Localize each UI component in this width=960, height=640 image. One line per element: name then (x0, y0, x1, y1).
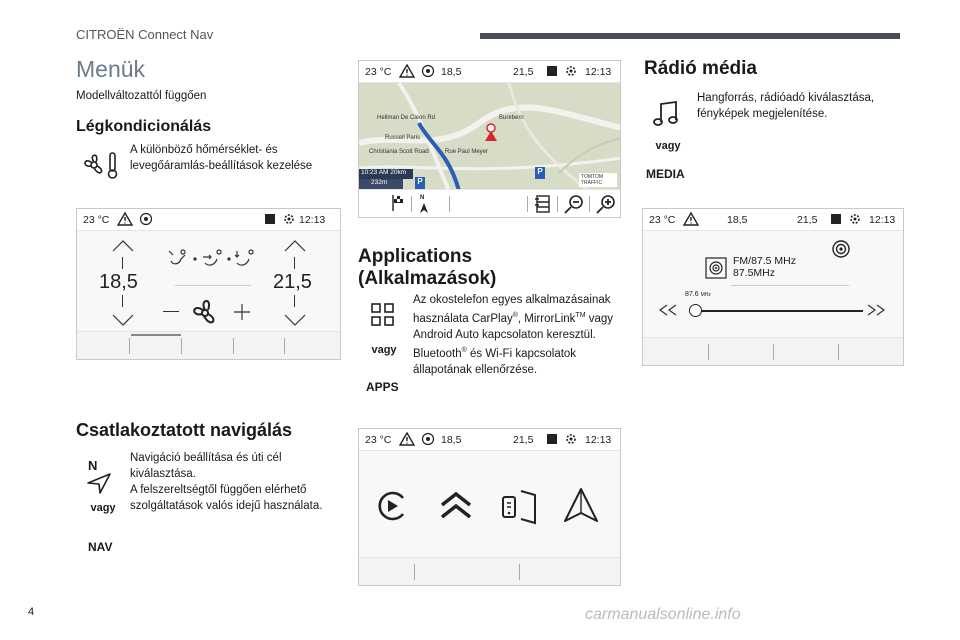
frequency-slider-track[interactable] (693, 310, 863, 312)
radio-signal-icon[interactable] (831, 239, 851, 259)
apps-heading-line2: (Alkalmazások) (358, 267, 497, 289)
outside-temp: 23 °C (365, 66, 392, 78)
street-label: Burebern (499, 115, 524, 121)
outside-temp: 23 °C (83, 214, 110, 226)
bottom-bar (359, 557, 620, 585)
nav-button: NAV (88, 540, 113, 554)
header-bar (480, 33, 900, 39)
apps-heading-line1: Applications (358, 246, 473, 267)
header-title: CITROËN Connect Nav (76, 27, 214, 42)
outside-temp: 23 °C (365, 434, 392, 446)
nav-desc2: A felszereltségtől függően elérhető szolgáltatások valós idejű használata. (130, 484, 323, 512)
status-bar (359, 61, 620, 83)
navigation-arrow-icon (86, 472, 112, 494)
page-title: Menük (76, 56, 146, 82)
location-icon[interactable] (139, 212, 153, 226)
street-label: Christiania Scott Road (369, 149, 429, 155)
zoom-out-icon[interactable] (563, 194, 585, 214)
left-temp: 18,5 (441, 434, 462, 446)
left-temp: 18,5 (441, 66, 462, 78)
clock: 12:13 (869, 214, 896, 226)
right-temp-down[interactable] (283, 313, 307, 327)
clock: 12:13 (585, 66, 612, 78)
nav-toolbar (359, 189, 620, 217)
apps-heading (358, 246, 496, 290)
trademark-mark: TM (575, 312, 586, 319)
warning-icon[interactable] (117, 212, 133, 226)
right-temp: 21,5 (273, 271, 312, 293)
watermark: carmanualsonline.info (585, 606, 741, 623)
fan-plus[interactable] (233, 303, 251, 321)
right-temp: 21,5 (797, 214, 818, 226)
parking-marker[interactable]: P (535, 167, 545, 179)
seek-forward-icon[interactable] (865, 303, 887, 317)
nav-or-label: vagy (90, 502, 116, 514)
nav-icon-letter: N (88, 458, 98, 473)
bottom-bar (643, 337, 903, 365)
climate-icon (80, 150, 120, 180)
phone-icon[interactable] (545, 64, 559, 78)
left-temp: 18,5 (727, 214, 748, 226)
status-bar (643, 209, 903, 231)
frequency-slider-handle[interactable] (689, 304, 702, 317)
station-icon (705, 257, 727, 279)
right-temp: 21,5 (513, 66, 534, 78)
nav-heading: Csatlakoztatott navigálás (76, 420, 293, 440)
street-label: Russell Paris (385, 135, 421, 141)
parking-marker[interactable]: P (415, 177, 425, 189)
settings-icon[interactable] (564, 432, 578, 446)
climate-screen (76, 208, 341, 360)
registered-mark: ® (461, 346, 467, 354)
apps-button: APPS (366, 380, 399, 394)
apps-desc-part: , MirrorLink (517, 312, 576, 325)
radio-desc: Hangforrás, rádióadó kiválasztása, fényképek megjelenítése. (697, 92, 875, 120)
status-bar (77, 209, 340, 231)
street-label: Hellman De Cleon Rd (377, 115, 436, 121)
distance-readout: 232m (359, 179, 403, 189)
carplay-icon[interactable] (375, 489, 409, 523)
warning-icon[interactable] (683, 212, 699, 226)
location-icon[interactable] (421, 64, 435, 78)
page-number: 4 (28, 606, 35, 618)
music-note-icon (652, 100, 680, 128)
zoom-in-icon[interactable] (595, 194, 617, 214)
compass-icon[interactable] (419, 202, 429, 214)
warning-icon[interactable] (399, 432, 415, 446)
apps-desc (413, 292, 623, 378)
right-temp-up[interactable] (283, 239, 307, 253)
location-icon[interactable] (421, 432, 435, 446)
apps-or-label: vagy (371, 344, 397, 356)
registered-mark: ® (512, 312, 518, 319)
settings-icon[interactable] (282, 212, 296, 226)
android-auto-icon[interactable] (563, 487, 599, 523)
phone-icon[interactable] (829, 212, 843, 226)
airflow-mode-icons[interactable] (165, 247, 255, 271)
destination-flag-icon[interactable] (391, 194, 405, 212)
apps-grid-icon (370, 302, 396, 328)
page-subtitle: Modellváltozattól függően (76, 90, 207, 102)
nav-desc1: Navigáció beállítása és úti cél kiválasztása. (130, 452, 282, 480)
phone-icon[interactable] (263, 212, 277, 226)
radio-screen (642, 208, 904, 366)
phone-icon[interactable] (545, 432, 559, 446)
apps-desc-part: és Wi-Fi kapcsolatok állapotának ellenőrzése. (413, 347, 577, 376)
apps-desc-part: vagy Android Auto kapcsolaton keresztül. Bluetooth (413, 312, 614, 360)
radio-or-label: vagy (655, 140, 681, 152)
phone-connection-icon[interactable] (499, 489, 539, 525)
tuner-unit: MHz (700, 292, 711, 298)
seek-back-icon[interactable] (657, 303, 679, 317)
map-layers-icon[interactable] (533, 194, 553, 214)
mirrorlink-icon[interactable] (439, 491, 473, 521)
media-button: MEDIA (646, 167, 685, 181)
apps-desc-part: Az okostelefon egyes alkalmazásainak használata CarPlay (413, 294, 611, 325)
settings-icon[interactable] (564, 64, 578, 78)
tuner-frequency: 87.6 (685, 291, 699, 298)
clock: 12:13 (585, 434, 612, 446)
right-temp: 21,5 (513, 434, 534, 446)
climate-heading: Légkondicionálás (76, 118, 212, 135)
climate-desc: A különböző hőmérséklet- és levegőáramlás-beállítások kezelése (130, 144, 313, 172)
station-band: FM/87.5 MHz (733, 255, 797, 267)
status-bar (359, 429, 620, 451)
bottom-bar (77, 331, 340, 359)
eta-readout: 10:23 AM 20km (359, 169, 413, 179)
nav-screen (358, 60, 621, 218)
fan-minus[interactable] (163, 311, 179, 312)
apps-screen (358, 428, 621, 586)
station-info (733, 255, 796, 279)
station-frequency: 87.5MHz (733, 267, 776, 279)
clock: 12:13 (299, 214, 326, 226)
left-temp-down[interactable] (111, 313, 135, 327)
compass-label: N (420, 195, 425, 201)
settings-icon[interactable] (848, 212, 862, 226)
traffic-badge: TOMTOM TRAFFIC (579, 173, 617, 187)
street-label: Rue Paul Meyer (445, 149, 489, 155)
tuner-readout (685, 291, 711, 298)
left-temp: 18,5 (99, 271, 138, 293)
warning-icon[interactable] (399, 64, 415, 78)
left-temp-up[interactable] (111, 239, 135, 253)
fan-icon (189, 297, 221, 329)
outside-temp: 23 °C (649, 214, 676, 226)
radio-heading: Rádió média (644, 58, 757, 79)
